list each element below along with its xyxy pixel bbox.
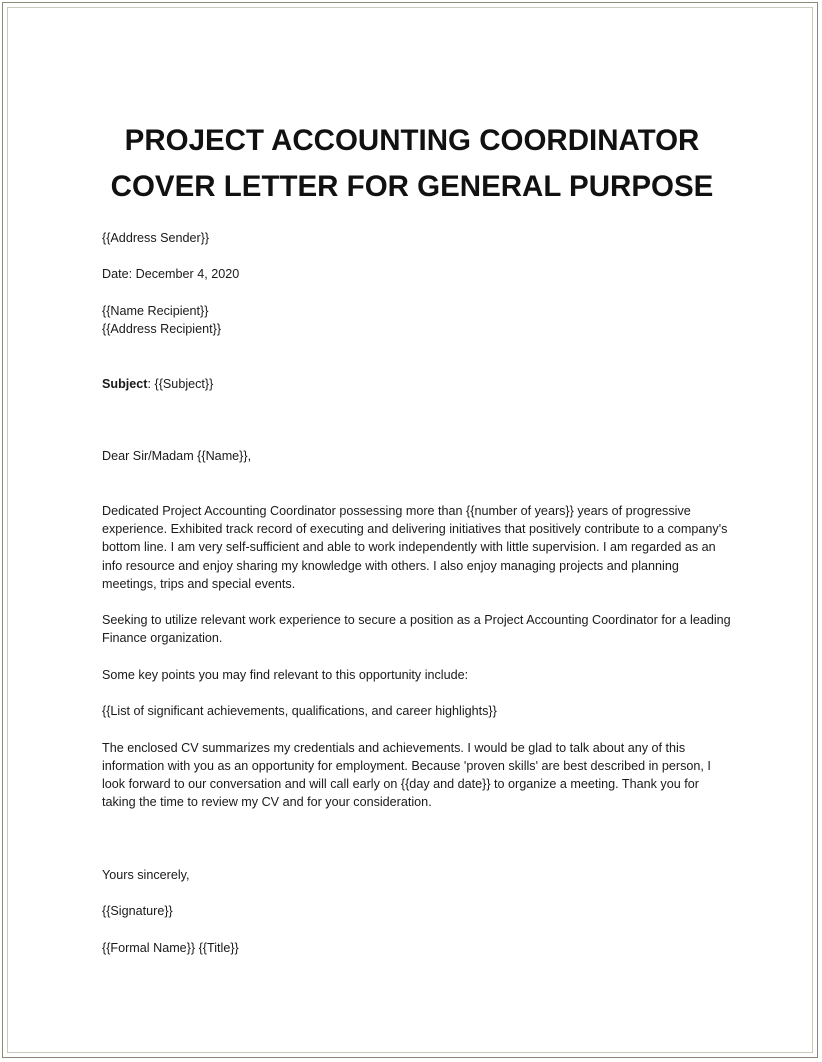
paragraph-key-points: Some key points you may find relevant to this opportunity include: [102,667,469,682]
document-title [3,118,821,210]
subject-line [102,375,732,393]
title-line-1: PROJECT ACCOUNTING COORDINATOR [124,124,700,157]
formal-name-title: {{Formal Name}} {{Title}} [102,940,239,955]
date-line: Date: December 4, 2020 [102,267,240,282]
signature: {{Signature}} [102,904,173,919]
title-line-2: COVER LETTER FOR GENERAL PURPOSE [110,170,714,203]
address-sender: {{Address Sender}} [102,231,210,245]
address-recipient: {{Address Recipient}} [102,321,222,336]
salutation: Dear Sir/Madam {{Name}}, [102,449,252,464]
closing: Yours sincerely, [102,867,190,882]
subject-value: : {{Subject}} [147,376,214,391]
subject-label: Subject [102,376,148,391]
paragraph-achievements: {{List of significant achievements, qualifications, and career highlights}} [102,704,497,719]
paragraph-objective: Seeking to utilize relevant work experience to secure a position as a Project Accounting Coordinator for a leading Finance organization. [102,613,731,646]
paragraph-closing-remarks: The enclosed CV summarizes my credentials and achievements. I would be glad to talk about any of this information with you as an opportunity for employment. Because 'proven skills' are best described in person, I look forward to our conversation and will call early on {{day and date}} to organize a meeting. Thank you for taking the time to review my CV and for your consideration. [102,740,711,810]
name-recipient: {{Name Recipient}} [102,303,209,318]
letter-body [102,229,732,957]
paragraph-experience: Dedicated Project Accounting Coordinator possessing more than {{number of years}} years of progressive experience. Exhibited track record of executing and delivering initiatives that positively contribute to a company's bottom line. I am very self-sufficient and able to work independently with little supervision. I am regarded as an info resource and enjoy sharing my knowledge with others. I also enjoy managing projects and planning meetings, trips and special events. [102,503,728,591]
document-page [2,2,818,1058]
